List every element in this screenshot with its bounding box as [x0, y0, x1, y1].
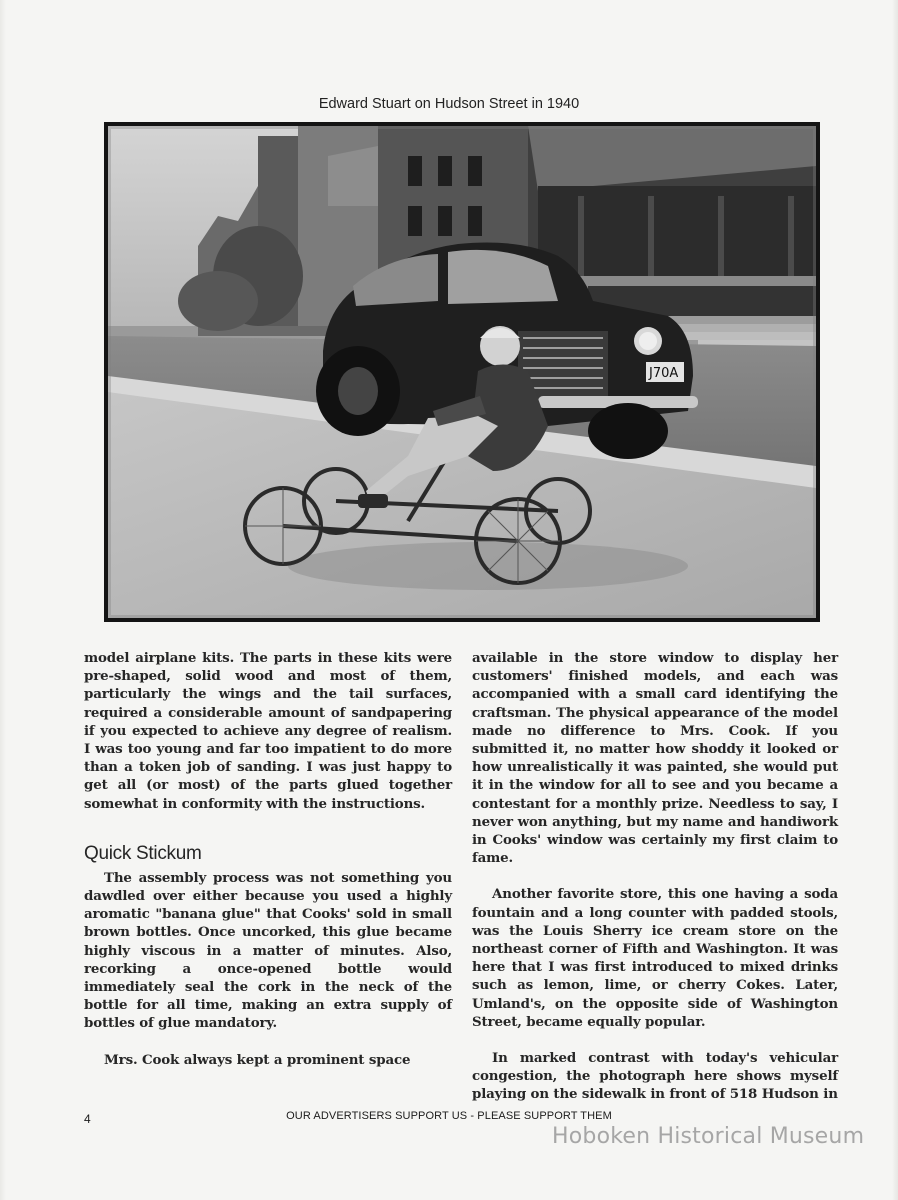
- page-number: 4: [84, 1112, 91, 1126]
- right-column: [472, 649, 838, 1104]
- right-paragraph-3: In marked contrast with today's vehicular congestion, the photograph here shows myself playing on the sidewalk in front of 518 Hudson in: [472, 1050, 838, 1103]
- section-heading: Quick Stickum: [84, 842, 202, 864]
- photo-caption: Edward Stuart on Hudson Street in 1940: [318, 96, 580, 112]
- left-column: [84, 649, 452, 1069]
- license-plate: J70A: [649, 366, 679, 381]
- historic-photograph: [104, 122, 820, 622]
- page-footer: OUR ADVERTISERS SUPPORT US - PLEASE SUPPORT THEM: [286, 1110, 612, 1122]
- right-paragraph-2: Another favorite store, this one having a soda fountain and a long counter with padded stools, was the Louis Sherry ice cream store on the northeast corner of Fifth and Washington. It was here that I was first introduced to mixed drinks such as lemon, lime, or cherry Cokes. Later, Umland's, on the opposite side of Washington Street, became equally popular.: [472, 886, 838, 1030]
- right-paragraph-1: available in the store window to display her customers' finished models, and each was accompanied with a small card identifying the craftsman. The physical appearance of the model made no difference to Mrs. Cook. If you submitted it, no matter how shoddy it looked or how unrealistically it was painted, she would put it in the window for all to see and you became a contestant for a monthly prize. Needless to say, I never won anything, but my name and handiwork in Cooks' window was certainly my first claim to fame.: [472, 650, 838, 867]
- photo-icon: [108, 126, 816, 618]
- left-paragraph-1: model airplane kits. The parts in these kits were pre-shaped, solid wood and most of them, particularly the wings and the tail surfaces, required a considerable amount of sandpapering if you expected to achieve any degree of realism. I was too young and far too impatient to do more than a token job of sanding. I was just happy to get all (or most) of the parts glued together somewhat in conformity with the instructions.: [84, 650, 452, 812]
- museum-watermark: Hoboken Historical Museum: [552, 1124, 865, 1149]
- left-paragraph-2: The assembly process was not something you dawdled over either because you used a highly aromatic "banana glue" that Cooks' sold in small brown bottles. Once uncorked, this glue became highly viscous in a matter of minutes. Also, recorking a once-opened bottle would immediately seal the cork in the neck of the bottle for all time, making an extra supply of bottles of glue mandatory.: [84, 869, 452, 1032]
- left-paragraph-3: Mrs. Cook always kept a prominent space: [104, 1051, 411, 1068]
